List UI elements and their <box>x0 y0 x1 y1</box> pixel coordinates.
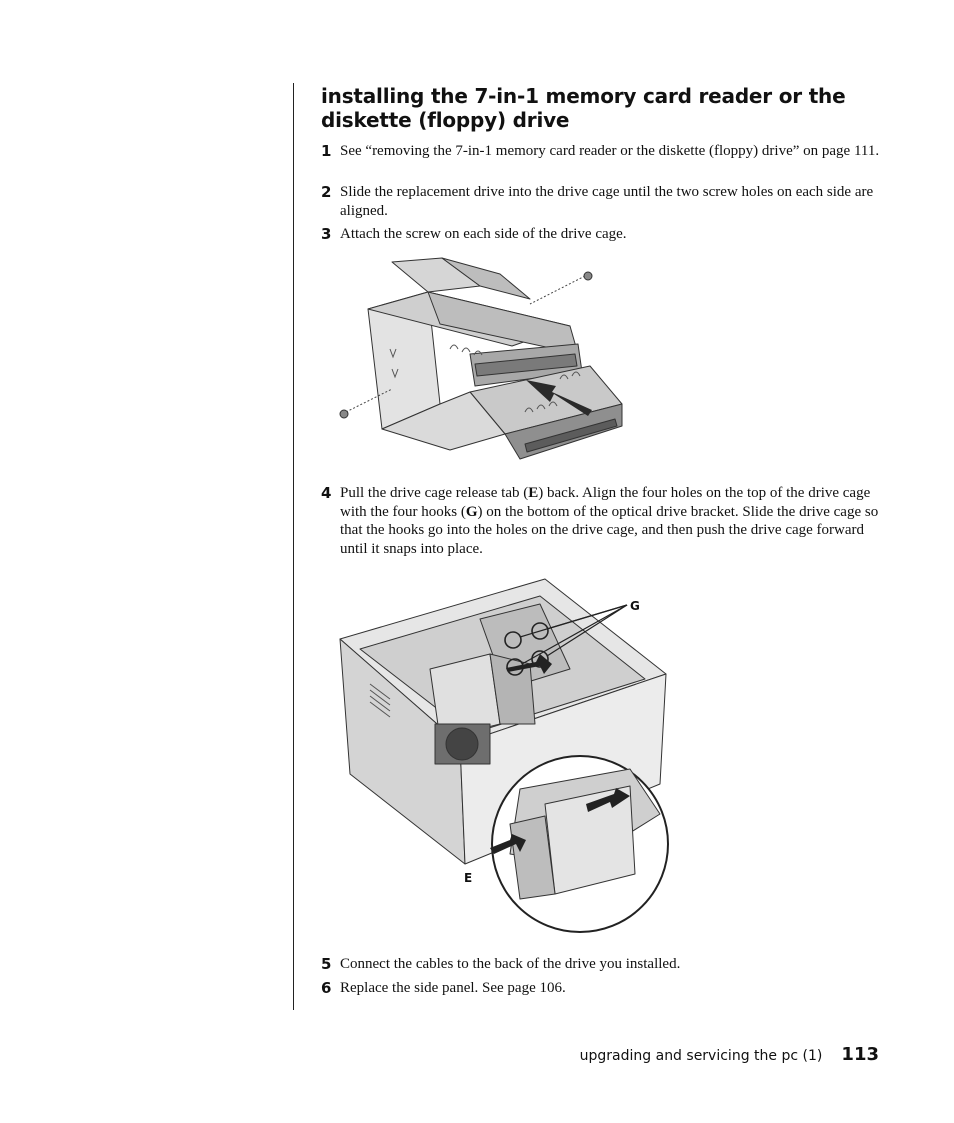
label-g: G <box>630 599 640 613</box>
step-text: Slide the replacement drive into the drive cage until the two screw holes on each side are aligned. <box>340 184 874 219</box>
step-number: 6 <box>321 979 332 997</box>
step-text: Attach the screw on each side of the drive cage. <box>340 226 627 242</box>
drive-cage-illustration <box>330 254 630 464</box>
chassis-drive-cage-illustration <box>330 574 670 934</box>
step-text: See “removing the 7-in-1 memory card reader or the diskette (floppy) drive” on page 111. <box>340 143 880 159</box>
step-4 <box>321 484 881 558</box>
step-number: 4 <box>321 484 332 502</box>
step-1 <box>321 142 881 161</box>
step-5 <box>321 955 881 974</box>
step-number: 3 <box>321 225 332 243</box>
step-number: 5 <box>321 955 332 973</box>
step-text: Pull the drive cage release tab (E) back. Align the four holes on the top of the drive cage with the four hooks (G) on the bottom of the optical drive bracket. Slide the drive cage so that the hooks go into the holes on the drive cage, and then push the drive cage forward until it snaps into place. <box>340 485 879 557</box>
page-footer <box>580 1044 879 1065</box>
margin-rule <box>293 83 294 1010</box>
step-2 <box>321 183 881 220</box>
step-text: Replace the side panel. See page 106. <box>340 980 566 996</box>
step-3 <box>321 225 881 244</box>
step-6 <box>321 979 881 998</box>
footer-section-title: upgrading and servicing the pc (1) <box>579 1048 823 1064</box>
step-number: 2 <box>321 183 332 201</box>
label-g-bold: G <box>465 503 478 520</box>
page-number: 113 <box>841 1044 879 1065</box>
label-e: E <box>464 871 473 885</box>
page-title: installing the 7-in-1 memory card reader or the diskette (floppy) drive <box>321 84 846 132</box>
step-number: 1 <box>321 142 332 160</box>
step-text: Connect the cables to the back of the drive you installed. <box>340 956 681 972</box>
label-e-bold: E <box>528 485 539 501</box>
